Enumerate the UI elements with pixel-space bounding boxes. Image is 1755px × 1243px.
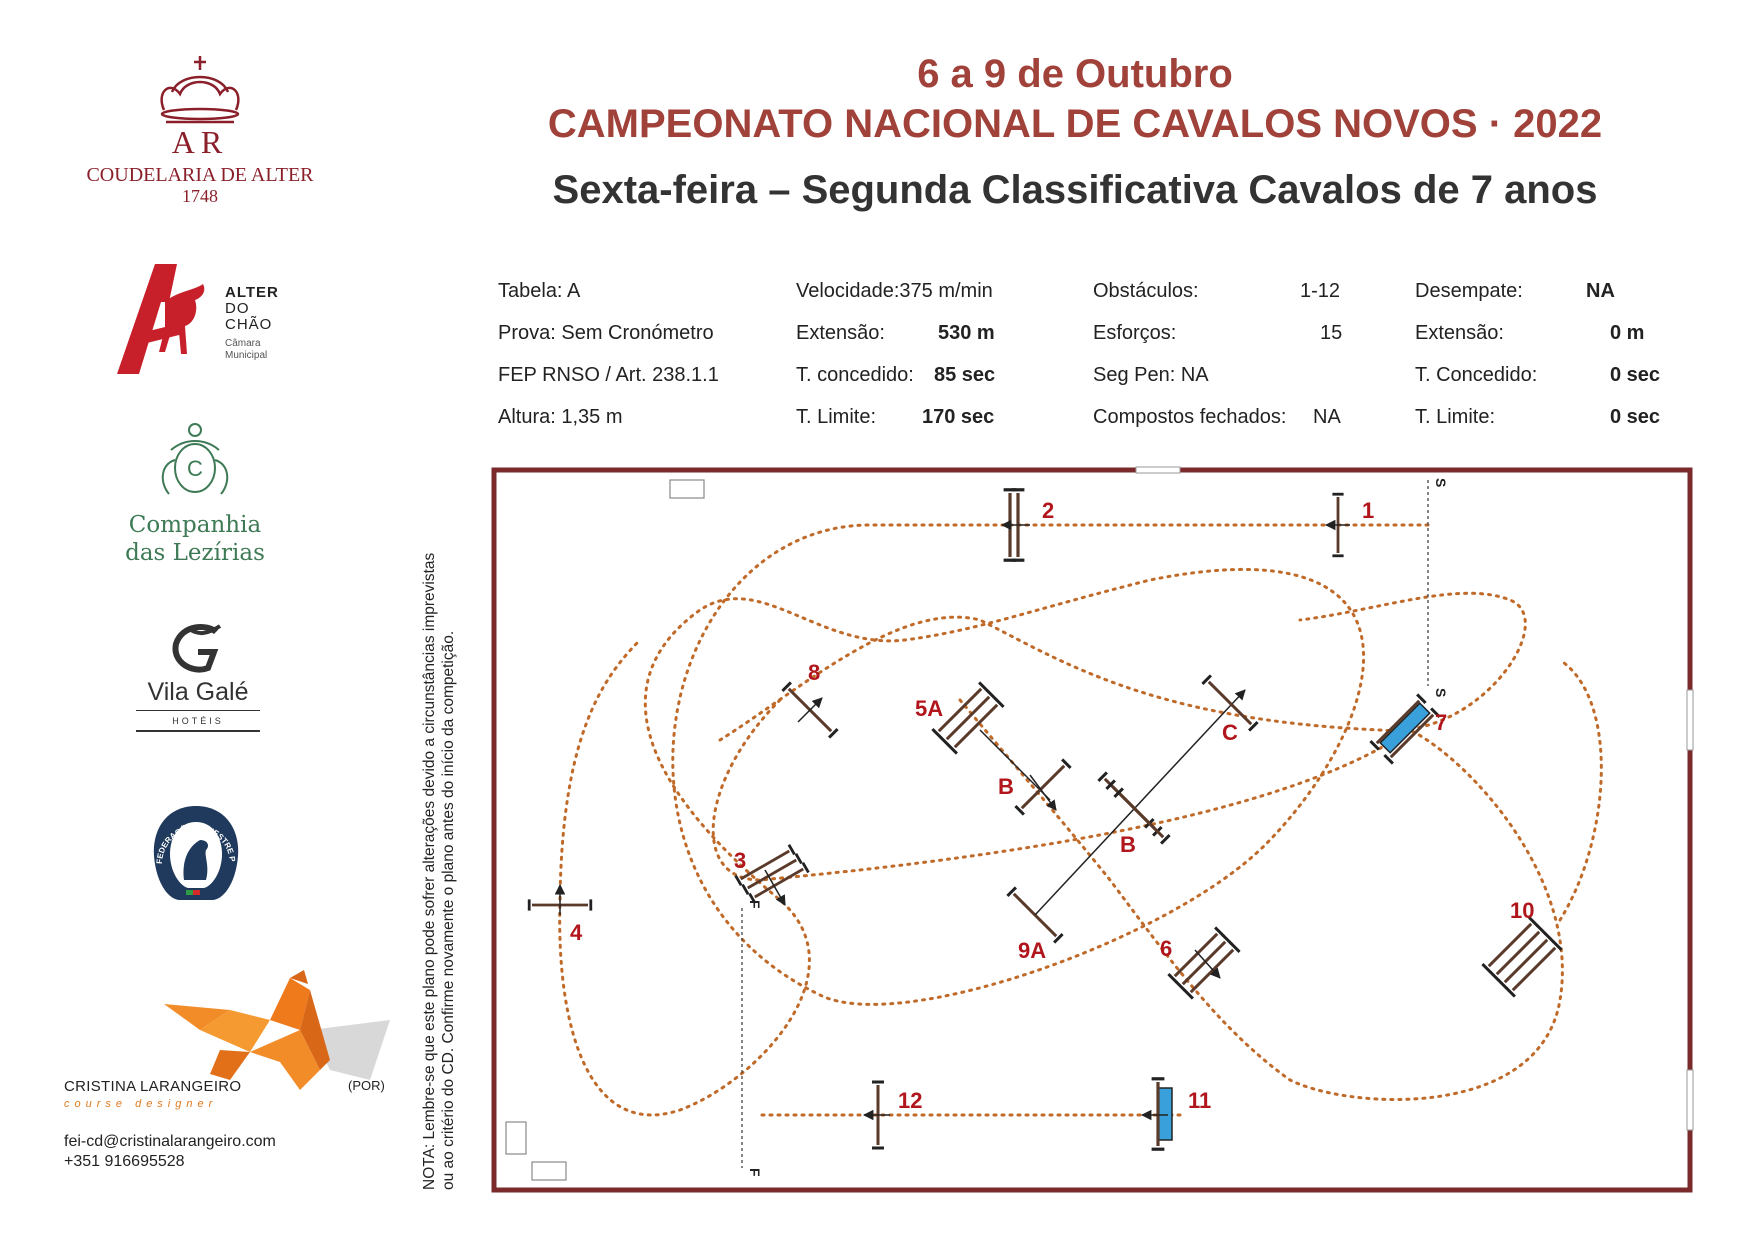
obstacle-5a bbox=[932, 682, 1050, 800]
info-t-concedido-label: T. concedido: bbox=[796, 364, 914, 386]
obstacle-label-2: 2 bbox=[1042, 498, 1055, 523]
obstacle-label-4: 4 bbox=[570, 920, 583, 945]
designer-country: (POR) bbox=[348, 1078, 385, 1093]
obstacle-6 bbox=[1168, 927, 1239, 998]
info-desempate-value: NA bbox=[1586, 280, 1615, 302]
info-jump-t-concedido-label: T. Concedido: bbox=[1415, 364, 1538, 386]
alter-line2: DO bbox=[225, 300, 250, 317]
info-velocidade: Velocidade:375 m/min bbox=[796, 280, 993, 302]
designer-phone: +351 916695528 bbox=[64, 1153, 185, 1170]
info-extensao-value: 530 m bbox=[938, 322, 995, 344]
alter-line5: Municipal bbox=[225, 350, 268, 361]
obstacle-label-3: 3 bbox=[734, 848, 747, 873]
companhia-line2: das Lezírias bbox=[125, 540, 265, 566]
event-date: 6 a 9 de Outubro bbox=[917, 52, 1233, 96]
vila-gale-sub: HOTÉIS bbox=[172, 716, 224, 726]
obstacle-8 bbox=[782, 682, 837, 737]
coudelaria-name: COUDELARIA DE ALTER bbox=[86, 164, 314, 186]
info-jump-t-limite-value: 0 sec bbox=[1610, 406, 1661, 428]
obstacle-label-6: 6 bbox=[1160, 936, 1173, 961]
obstacle-label-9a: 9A bbox=[1018, 938, 1047, 963]
info-tabela: Tabela: A bbox=[498, 280, 581, 302]
obstacle-label-5b: B bbox=[998, 774, 1014, 799]
arena-box-left bbox=[506, 1122, 526, 1154]
class-subtitle: Sexta-feira – Segunda Classificativa Cavalos de 7 anos bbox=[552, 168, 1598, 212]
obstacle-label-11: 11 bbox=[1188, 1088, 1212, 1113]
obstacle-label-5a: 5A bbox=[915, 696, 944, 721]
obstacle-1 bbox=[1326, 494, 1350, 556]
vila-gale-name: Vila Galé bbox=[147, 678, 249, 706]
arena-border bbox=[494, 470, 1690, 1190]
info-compostos-value: NA bbox=[1313, 406, 1341, 428]
arena-gate-right bbox=[1687, 690, 1693, 750]
info-compostos-label: Compostos fechados: bbox=[1093, 406, 1287, 428]
alter-line1: ALTER bbox=[225, 284, 279, 301]
obstacle-label-9c: C bbox=[1222, 720, 1238, 745]
companhia-line1: Companhia bbox=[128, 512, 262, 538]
obstacle-label-1: 1 bbox=[1362, 498, 1375, 523]
event-title: CAMPEONATO NACIONAL DE CAVALOS NOVOS · 2022 bbox=[547, 102, 1603, 146]
info-prova: Prova: Sem Cronómetro bbox=[498, 322, 714, 344]
info-obstaculos-label: Obstáculos: bbox=[1093, 280, 1199, 302]
fep-ring-text: FEDERAÇÃO EQUESTRE P bbox=[154, 822, 237, 865]
designer-name: CRISTINA LARANGEIRO bbox=[64, 1078, 242, 1095]
obstacle-label-9b: B bbox=[1120, 832, 1136, 857]
alter-line3: CHÃO bbox=[225, 316, 273, 333]
ar-mark: AR bbox=[171, 124, 229, 160]
obstacle-4 bbox=[529, 885, 591, 915]
obstacle-10 bbox=[1482, 917, 1561, 996]
info-jump-t-limite-label: T. Limite: bbox=[1415, 406, 1496, 428]
finish-label-top: F bbox=[747, 900, 763, 909]
obstacle-label-7: 7 bbox=[1435, 710, 1448, 735]
obstacle-label-12: 12 bbox=[898, 1088, 923, 1113]
obstacle-9a bbox=[1007, 690, 1245, 943]
info-jump-t-concedido-value: 0 sec bbox=[1610, 364, 1661, 386]
obstacle-12 bbox=[864, 1082, 890, 1148]
obstacle-label-8: 8 bbox=[808, 660, 821, 685]
arena-gate-top bbox=[1136, 467, 1180, 473]
designer-email[interactable]: fei-cd@cristinalarangeiro.com bbox=[64, 1133, 276, 1150]
arena-box-bottom bbox=[532, 1162, 566, 1180]
finish-label-bottom: F bbox=[747, 1168, 763, 1177]
info-jump-extensao-value: 0 m bbox=[1610, 322, 1645, 344]
coudelaria-year: 1748 bbox=[182, 186, 218, 206]
info-altura: Altura: 1,35 m bbox=[498, 406, 623, 428]
info-t-concedido-value: 85 sec bbox=[934, 364, 996, 386]
info-extensao-label: Extensão: bbox=[796, 322, 885, 344]
arena-box-top bbox=[670, 480, 704, 498]
designer-role: course designer bbox=[64, 1098, 218, 1110]
alter-line4: Câmara bbox=[225, 338, 261, 349]
info-desempate-label: Desempate: bbox=[1415, 280, 1523, 302]
obstacle-5b bbox=[1015, 759, 1070, 814]
info-esforcos-value: 15 bbox=[1320, 322, 1343, 344]
start-label-top: S bbox=[1433, 478, 1449, 488]
info-jump-extensao-label: Extensão: bbox=[1415, 322, 1504, 344]
svg-text:C: C bbox=[187, 456, 203, 481]
note-line1: NOTA: Lembre-se que este plano pode sofrer alterações devido a circunstâncias imprevistas bbox=[421, 552, 438, 1190]
course-path bbox=[560, 525, 1602, 1115]
info-regulamento: FEP RNSO / Art. 238.1.1 bbox=[498, 364, 719, 386]
info-esforcos-label: Esforços: bbox=[1093, 322, 1177, 344]
arena-gate-right-lower bbox=[1687, 1070, 1693, 1130]
note-line2: ou ao critério do CD. Confirme novamente o plano antes do início da competição. bbox=[440, 630, 457, 1190]
info-seg-pen: Seg Pen: NA bbox=[1093, 364, 1209, 386]
obstacle-label-10: 10 bbox=[1510, 898, 1535, 923]
info-t-limite-value: 170 sec bbox=[922, 406, 995, 428]
info-t-limite-label: T. Limite: bbox=[796, 406, 877, 428]
obstacle-2 bbox=[1002, 490, 1030, 560]
start-label-bottom: S bbox=[1433, 688, 1449, 698]
obstacle-3 bbox=[736, 845, 809, 905]
info-obstaculos-value: 1-12 bbox=[1300, 280, 1341, 302]
